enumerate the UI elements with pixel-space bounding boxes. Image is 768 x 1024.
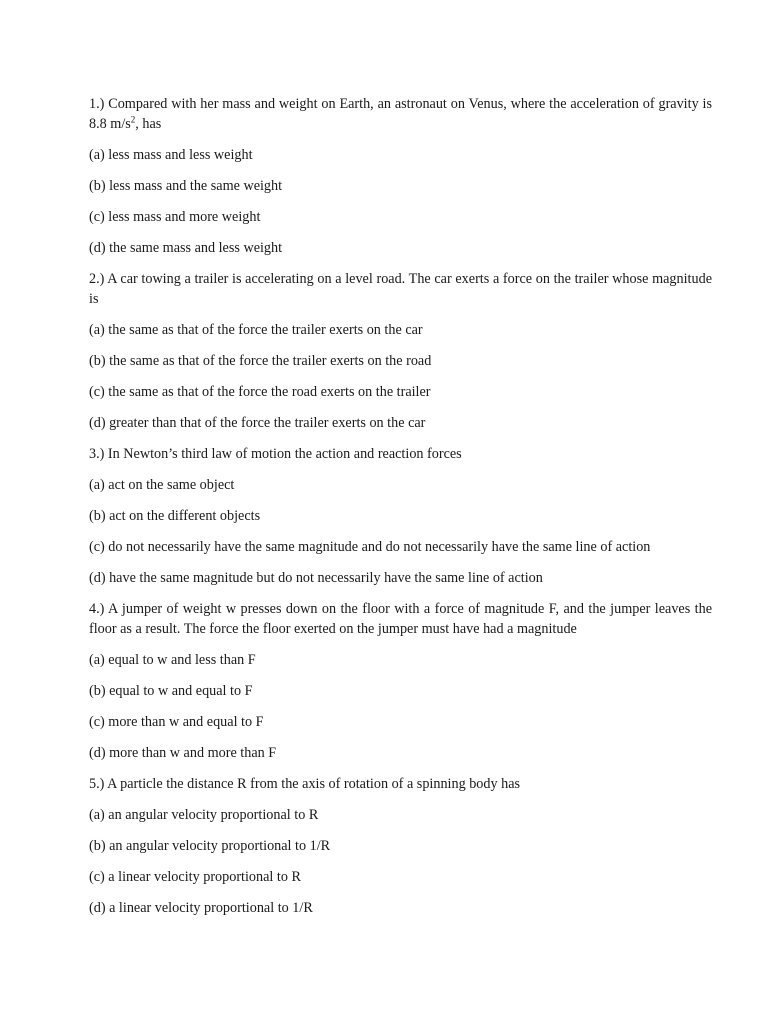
question-5-option-d: (d) a linear velocity proportional to 1/R — [89, 900, 313, 916]
question-2-option-a: (a) the same as that of the force the trailer exerts on the car — [89, 322, 423, 338]
question-1-text: 1.) Compared with her mass and weight on Earth, an astronaut on Venus, where the acceleration of gravity is 8.8 m/s — [89, 96, 712, 132]
question-1-option-a: (a) less mass and less weight — [89, 147, 253, 163]
question-3-option-b: (b) act on the different objects — [89, 508, 261, 524]
question-3-option-a: (a) act on the same object — [89, 477, 235, 493]
question-3-option-c: (c) do not necessarily have the same magnitude and do not necessarily have the same line of action — [89, 539, 651, 555]
question-2-option-b: (b) the same as that of the force the trailer exerts on the road — [89, 353, 432, 369]
document-page — [89, 94, 712, 929]
question-4-option-c: (c) more than w and equal to F — [89, 714, 264, 730]
question-4-option-d: (d) more than w and more than F — [89, 745, 277, 761]
question-2-stem: 2.) A car towing a trailer is accelerating on a level road. The car exerts a force on the trailer whose magnitude is — [89, 271, 712, 307]
question-3-option-d: (d) have the same magnitude but do not necessarily have the same line of action — [89, 570, 543, 586]
question-1-text-end: , has — [135, 116, 162, 132]
question-1-option-c: (c) less mass and more weight — [89, 209, 261, 225]
question-5-option-b: (b) an angular velocity proportional to 1/R — [89, 838, 331, 854]
question-4-option-a: (a) equal to w and less than F — [89, 652, 256, 668]
question-5-option-a: (a) an angular velocity proportional to R — [89, 807, 319, 823]
question-2-option-c: (c) the same as that of the force the road exerts on the trailer — [89, 384, 431, 400]
question-4-stem: 4.) A jumper of weight w presses down on the floor with a force of magnitude F, and the jumper leaves the floor as a result. The force the floor exerted on the jumper must have had a magnitude — [89, 601, 712, 637]
question-1-superscript: 2 — [130, 114, 136, 125]
question-4-option-b: (b) equal to w and equal to F — [89, 683, 253, 699]
question-1-stem — [89, 94, 712, 134]
question-2-option-d: (d) greater than that of the force the trailer exerts on the car — [89, 415, 426, 431]
question-3-stem: 3.) In Newton’s third law of motion the action and reaction forces — [89, 446, 462, 462]
question-1-option-b: (b) less mass and the same weight — [89, 178, 283, 194]
question-5-stem: 5.) A particle the distance R from the axis of rotation of a spinning body has — [89, 776, 521, 792]
question-1-option-d: (d) the same mass and less weight — [89, 240, 283, 256]
question-5-option-c: (c) a linear velocity proportional to R — [89, 869, 301, 885]
